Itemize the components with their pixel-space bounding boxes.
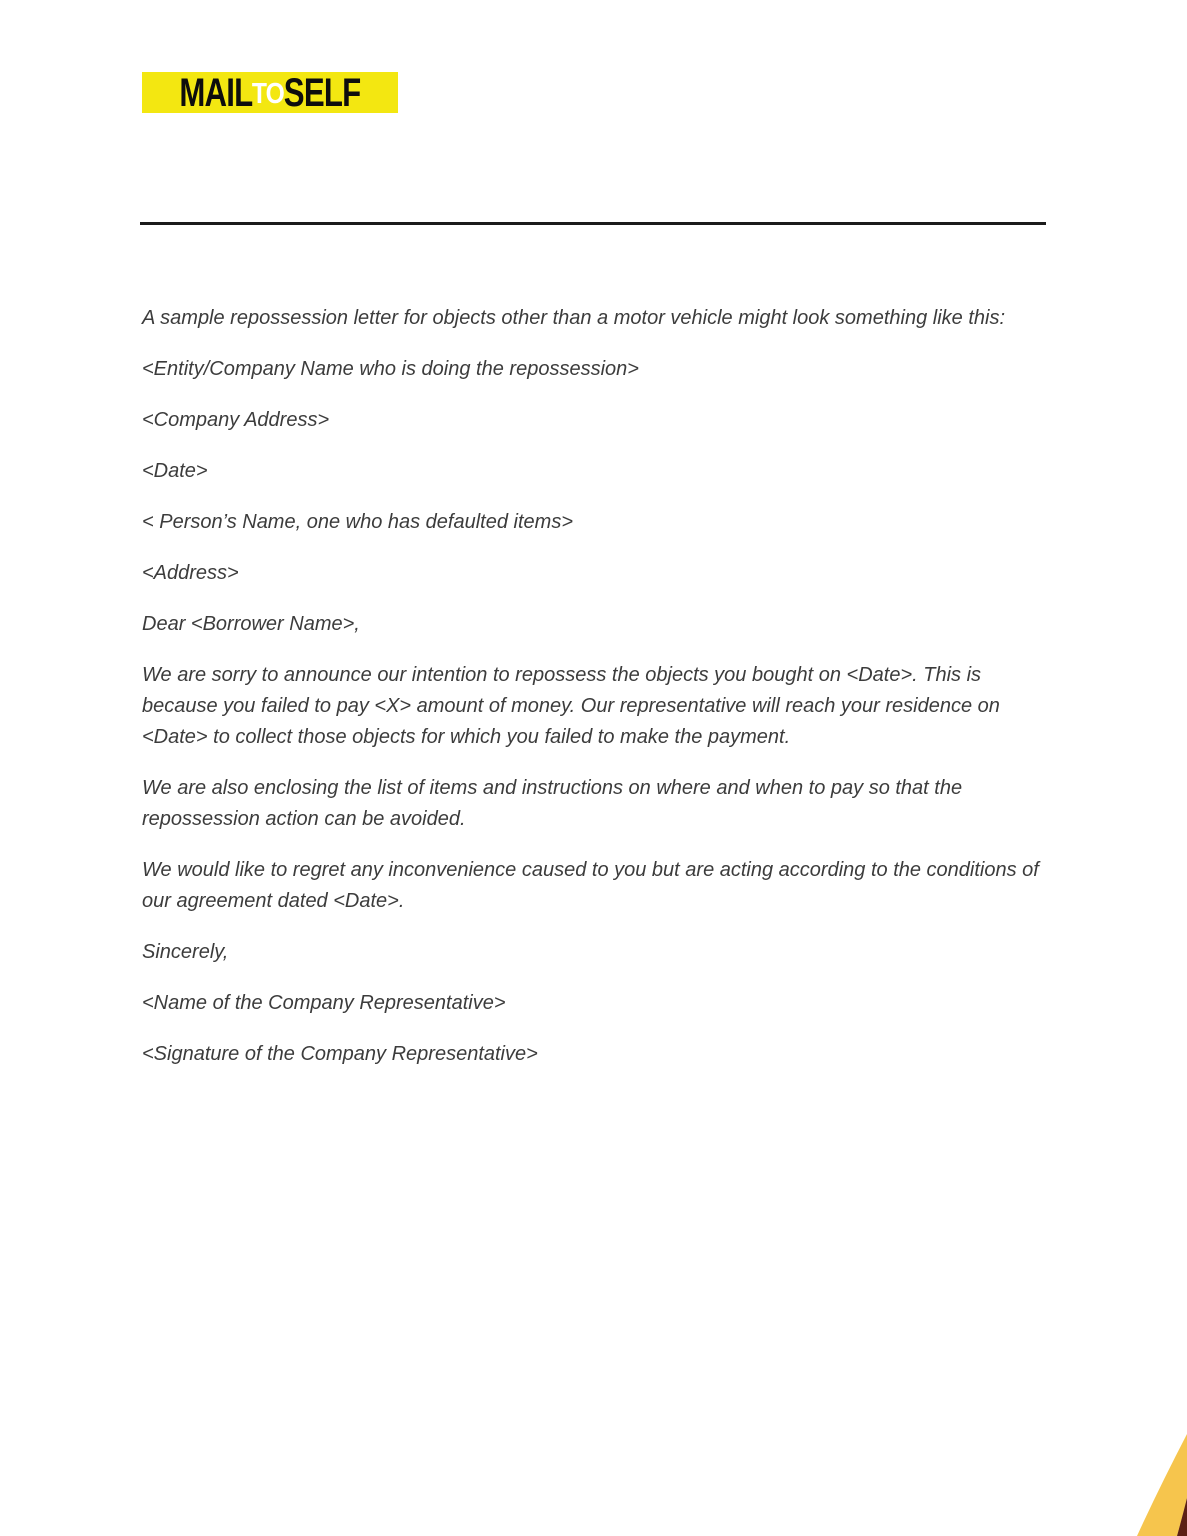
letter-paragraph: We are also enclosing the list of items and instructions on where and when to pay so that the repossession action can be avoided. [142, 777, 963, 830]
header-divider [140, 222, 1046, 225]
corner-ribbon-decoration [1127, 1396, 1187, 1536]
logo-text-to: TO [251, 78, 284, 110]
letter-paragraph: Dear <Borrower Name>, [142, 613, 360, 635]
letter-paragraph: < Person’s Name, one who has defaulted items> [142, 511, 573, 533]
letter-paragraph: A sample repossession letter for objects other than a motor vehicle might look something like this: [142, 307, 1006, 329]
letter-paragraph: Sincerely, [142, 941, 229, 963]
letter-paragraph: <Address> [142, 562, 239, 584]
brand-logo [142, 72, 398, 113]
letter-paragraph: <Name of the Company Representative> [142, 992, 506, 1014]
letter-paragraph: We are sorry to announce our intention to repossess the objects you bought on <Date>. This is because you failed to pay <X> amount of money. Our representative will reach your residence on <Date> to collect those objects for which you failed to make the payment. [142, 664, 1000, 748]
letter-paragraph: <Company Address> [142, 409, 330, 431]
letter-paragraph: <Entity/Company Name who is doing the repossession> [142, 358, 639, 380]
letter-paragraph: <Signature of the Company Representative> [142, 1043, 538, 1065]
logo-text-self: SELF [283, 72, 361, 113]
letter-body [142, 303, 1047, 1090]
letter-paragraph: <Date> [142, 460, 208, 482]
letter-paragraph: We would like to regret any inconvenience caused to you but are acting according to the conditions of our agreement dated <Date>. [142, 859, 1039, 912]
logo-text-mail: MAIL [179, 72, 253, 113]
